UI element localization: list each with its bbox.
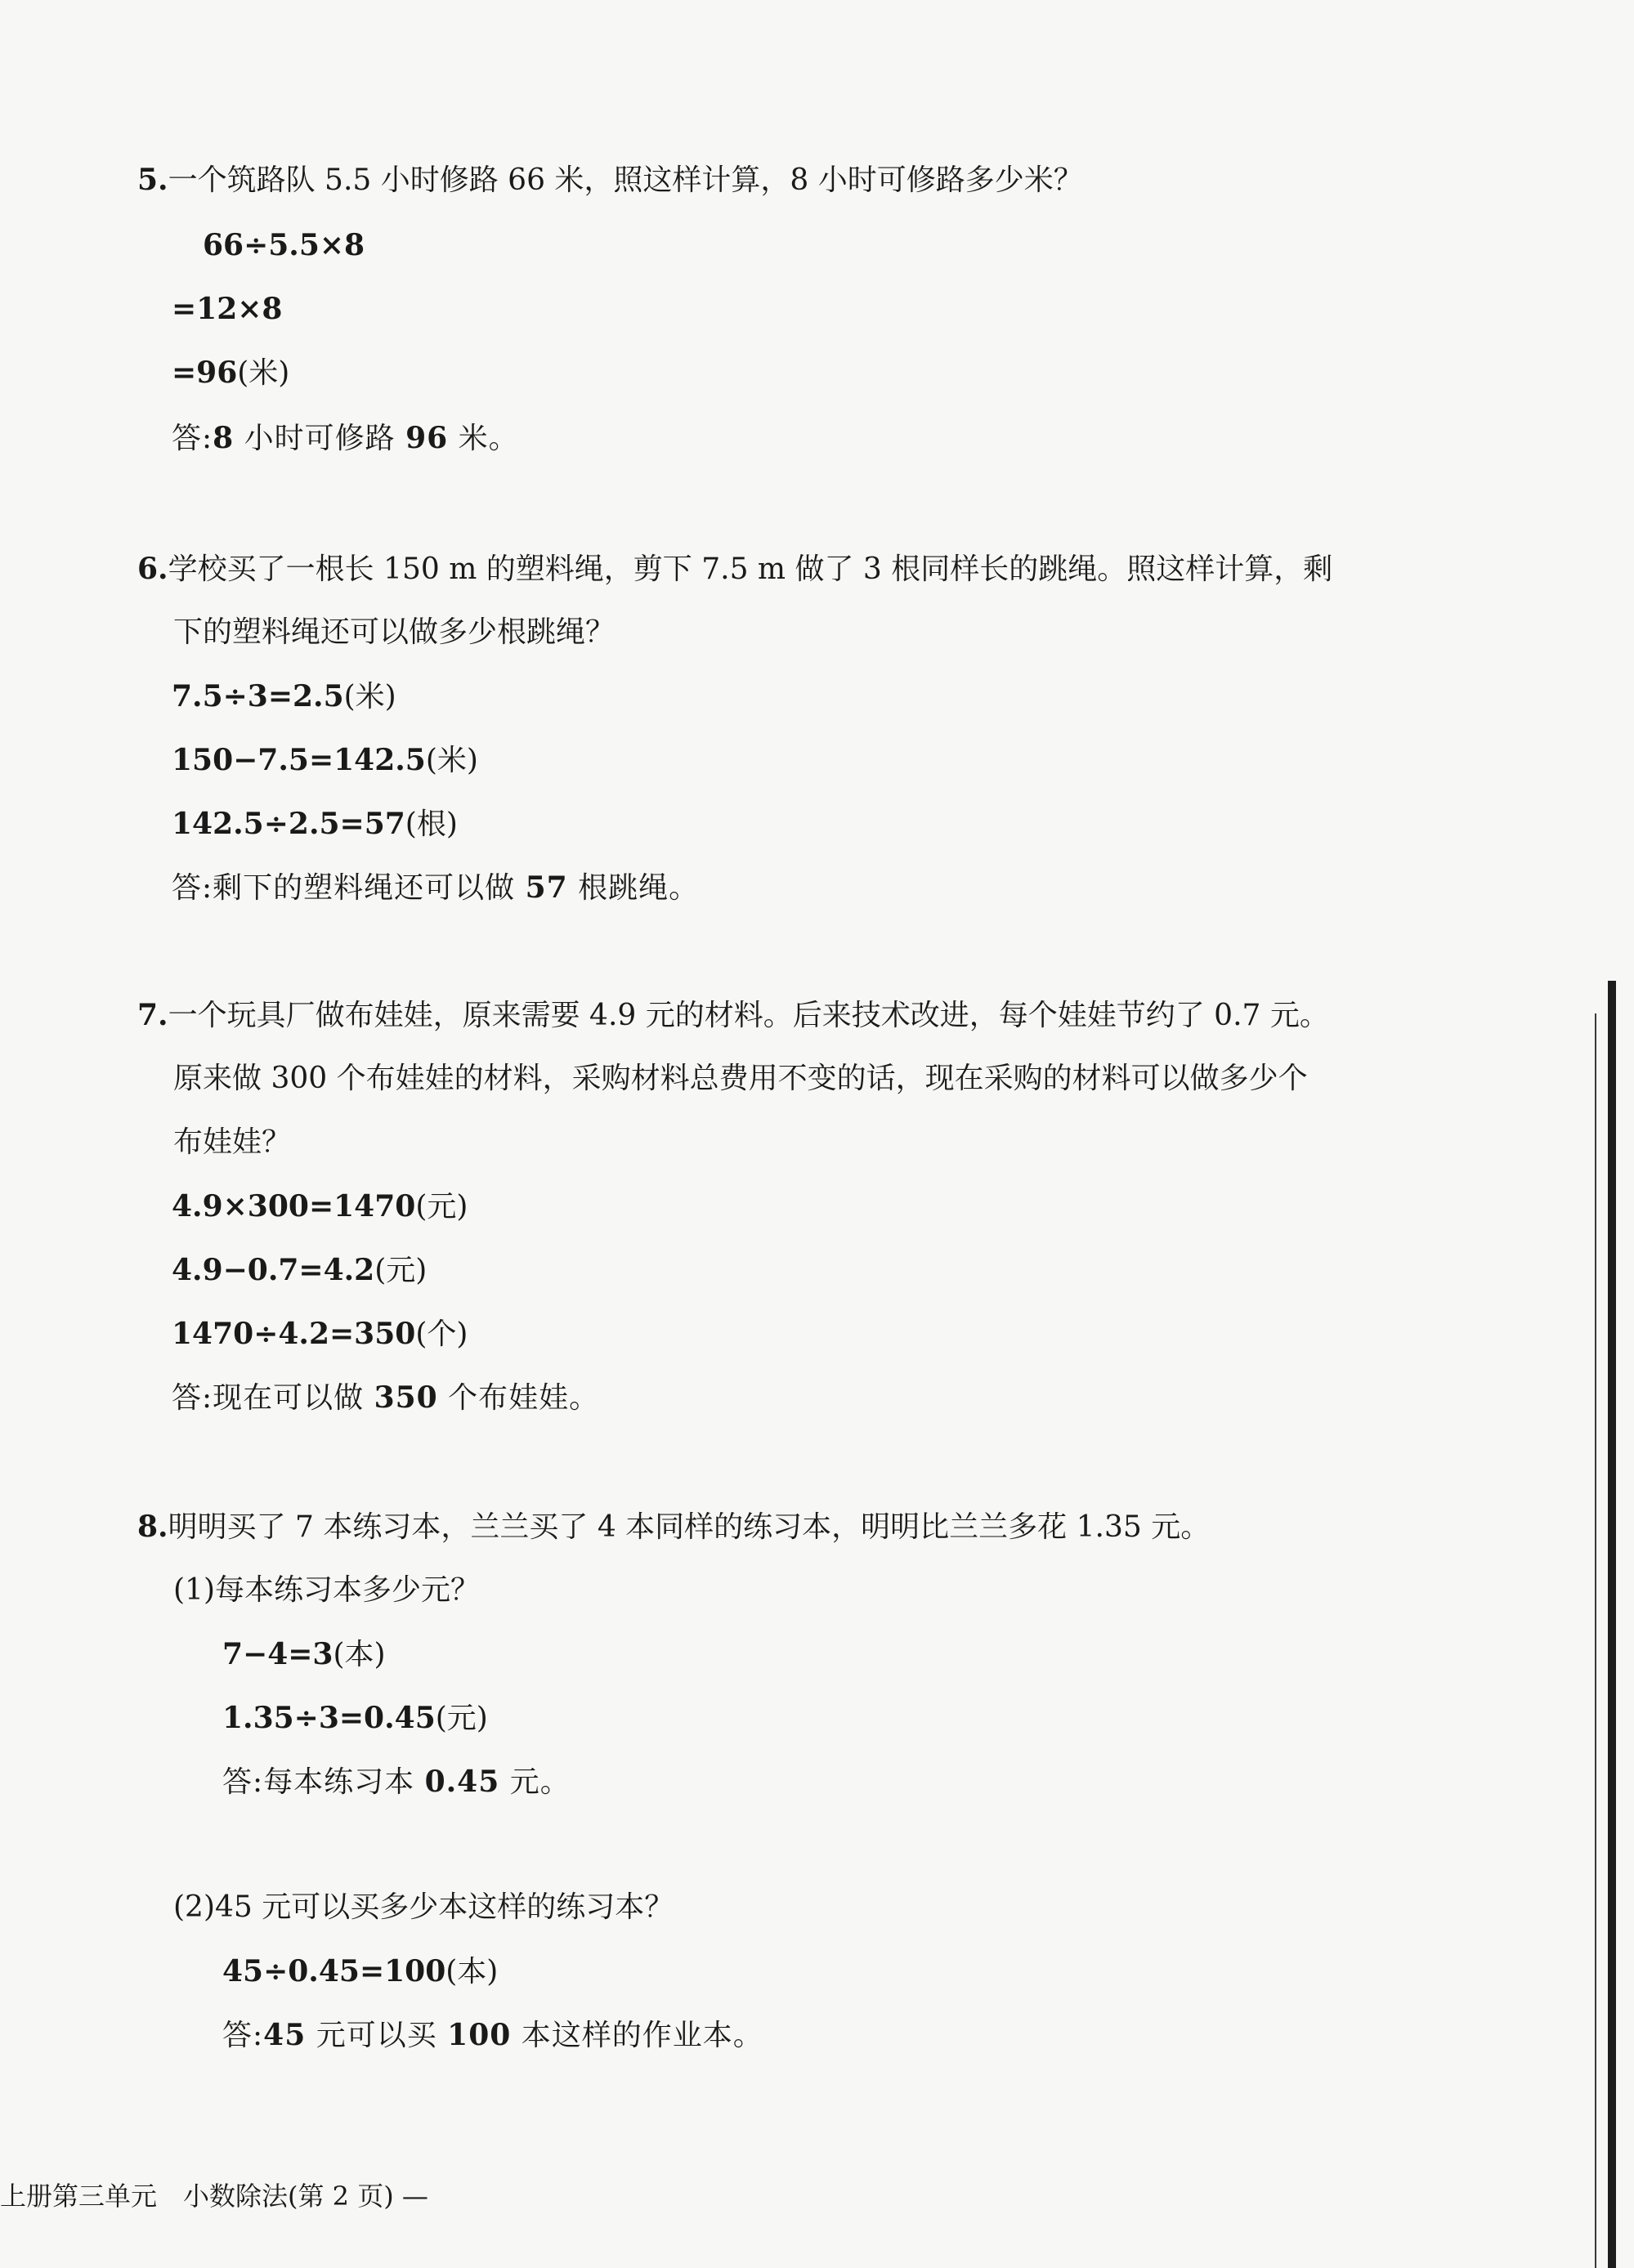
- scan-edge-thin: [1595, 1013, 1596, 2268]
- q6-question-line-1: 6.学校买了一根长 150 m 的塑料绳，剪下 7.5 m 做了 3 根同样长的跳绳。照这样计算，剩: [137, 552, 1333, 586]
- q8-part1-answer: 答:每本练习本 0.45 元。: [222, 1765, 571, 1799]
- q6-number: 6.: [137, 552, 168, 586]
- q7-step-2: 4.9−0.7=4.2(元): [172, 1253, 428, 1287]
- q8-part1-step-2: 1.35÷3=0.45(元): [222, 1701, 488, 1735]
- scan-edge: [1608, 981, 1616, 2268]
- q5-step-1: 66÷5.5×8: [203, 228, 365, 262]
- q7-step-1: 4.9×300=1470(元): [172, 1189, 468, 1223]
- q6-step-3: 142.5÷2.5=57(根): [172, 807, 458, 841]
- q7-answer: 答:现在可以做 350 个布娃娃。: [172, 1380, 600, 1415]
- q5-step-3: =96(米): [172, 356, 290, 390]
- q6-step-2: 150−7.5=142.5(米): [172, 743, 478, 777]
- q8-part2-question: (2)45 元可以买多少本这样的练习本？: [173, 1890, 674, 1924]
- q5-question: [137, 160, 1083, 200]
- q7-question-line-3: 布娃娃？: [173, 1125, 292, 1159]
- q8-question: 8.明明买了 7 本练习本，兰兰买了 4 本同样的练习本，明明比兰兰多花 1.35 元。: [137, 1510, 1211, 1544]
- q7-question-line-1: 7.一个玩具厂做布娃娃，原来需要 4.9 元的材料。后来技术改进，每个娃娃节约了 0.7 元。: [137, 998, 1329, 1032]
- q8-part2-answer: 答:45 元可以买 100 本这样的作业本。: [222, 2018, 763, 2052]
- page-footer: 上册第三单元 小数除法(第 2 页) —: [0, 2181, 428, 2212]
- q8-part1-question: (1)每本练习本多少元？: [173, 1573, 480, 1607]
- q7-step-3: 1470÷4.2=350(个): [172, 1317, 468, 1351]
- q8-part2-step-1: 45÷0.45=100(本): [222, 1954, 499, 1988]
- q6-question-line-2: 下的塑料绳还可以做多少根跳绳？: [173, 615, 616, 649]
- q7-number: 7.: [137, 998, 168, 1032]
- q6-answer: 答:剩下的塑料绳还可以做 57 根跳绳。: [172, 870, 700, 905]
- q8-part1-step-1: 7−4=3(本): [222, 1637, 386, 1671]
- q5-step-2: =12×8: [172, 292, 283, 326]
- q6-step-1: 7.5÷3=2.5(米): [172, 679, 396, 714]
- q5-text: 一个筑路队 5.5 小时修路 66 米，照这样计算，8 小时可修路多少米？: [168, 163, 1083, 197]
- q8-number: 8.: [137, 1510, 168, 1544]
- q5-number: 5.: [137, 163, 168, 197]
- q7-question-line-2: 原来做 300 个布娃娃的材料，采购材料总费用不变的话，现在采购的材料可以做多少个: [173, 1062, 1308, 1095]
- q5-answer: 答:8 小时可修路 96 米。: [172, 421, 519, 455]
